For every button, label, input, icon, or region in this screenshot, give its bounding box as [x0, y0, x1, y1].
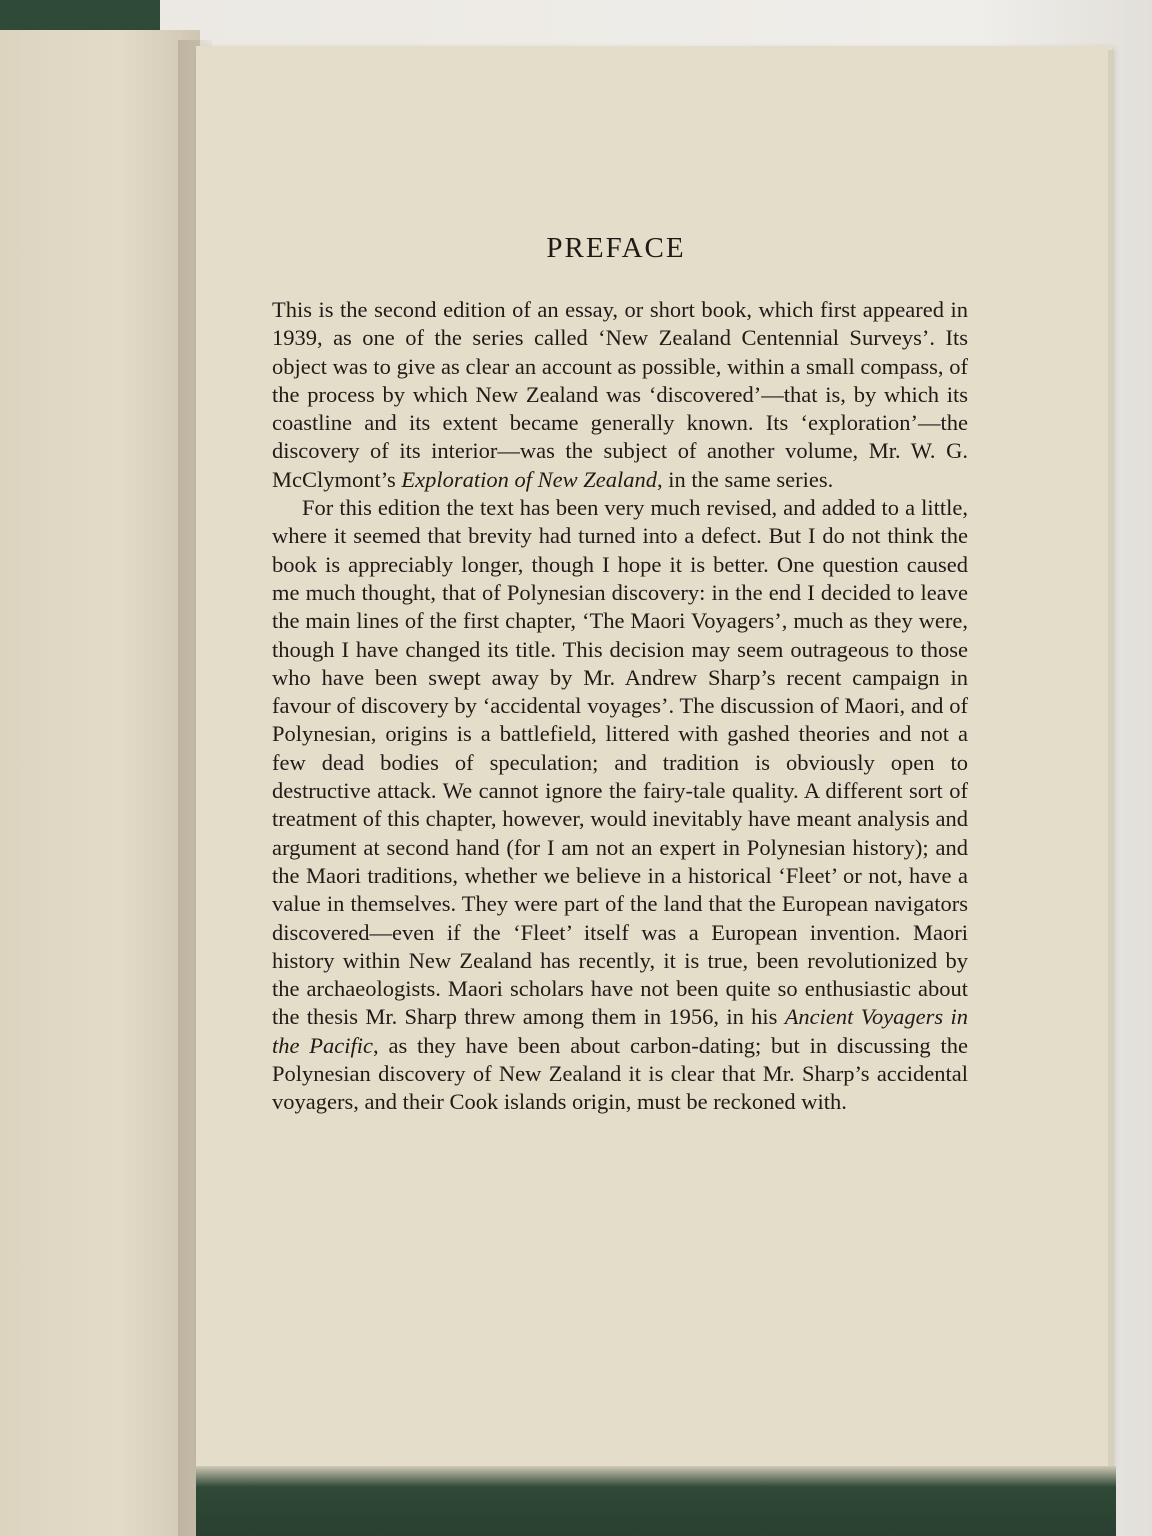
- book-title-2: Ancient Voyagers in the Pacific: [272, 1004, 968, 1058]
- book-title-1: Exploration of New Zealand: [401, 466, 658, 492]
- page-heading: PREFACE: [546, 232, 686, 264]
- left-page: [0, 30, 200, 1536]
- page-edge-bottom: [196, 1466, 1116, 1536]
- preface-text: [272, 296, 968, 1117]
- paragraph-2-text: For this edition the text has been very much revised, and added to a little, where it seemed that brevity had turned into a defect. But I do not think the book is appreciably longer, though I hope it is better. One question caused me much thought, that of Polynesian discovery: in the end I decided to leave the main lines of the first chapter, ‘The Maori Voyagers’, much as they were, though I have changed its title. This decision may seem outrageous to those who have been swept away by Mr. Andrew Sharp’s recent campaign in favour of discovery by ‘accidental voyages’. The discussion of Maori, and of Polynesian, origins is a battlefield, littered with gashed theories and not a few dead bodies of speculation; and tradition is obviously open to destructive attack. We cannot ignore the fairy-tale quality. A different sort of treatment of this chapter, however, would inevitably have meant analysis and argument at second hand (for I am not an expert in Polynesian history); and the Maori traditions, whether we believe in a historical ‘Fleet’ or not, have a value in themselves. They were part of the land that the European navigators discovered—even if the ‘Fleet’ itself was a European invention. Maori history within New Zealand has recently, it is true, been revolutionized by the archaeologists. Maori scholars have not been quite so enthusiastic about the thesis Mr. Sharp threw among them in 1956, in his: [272, 495, 968, 1030]
- paragraph-2-end: , as they have been about carbon-dating; but in discussing the Polynesian discovery of New Zealand it is clear that Mr. Sharp’s accidental voyagers, and their Cook islands origin, must be reckoned with.: [272, 1032, 968, 1115]
- paragraph-1: [272, 296, 968, 494]
- paragraph-1-end: , in the same series.: [657, 466, 834, 492]
- paragraph-1-text: This is the second edition of an essay, or short book, which first appeared in 1939, as one of the series called ‘New Zealand Centennial Surveys’. Its object was to give as clear an account as possible, within a small compass, of the process by which New Zealand was ‘discovered’—that is, by which its coastline and its extent became generally known. Its ‘exploration’—the discovery of its interior—was the subject of another volume, Mr. W. G. McClymont’s: [272, 297, 968, 492]
- page-edge-right: [1108, 50, 1114, 1466]
- paragraph-2: [272, 494, 968, 1117]
